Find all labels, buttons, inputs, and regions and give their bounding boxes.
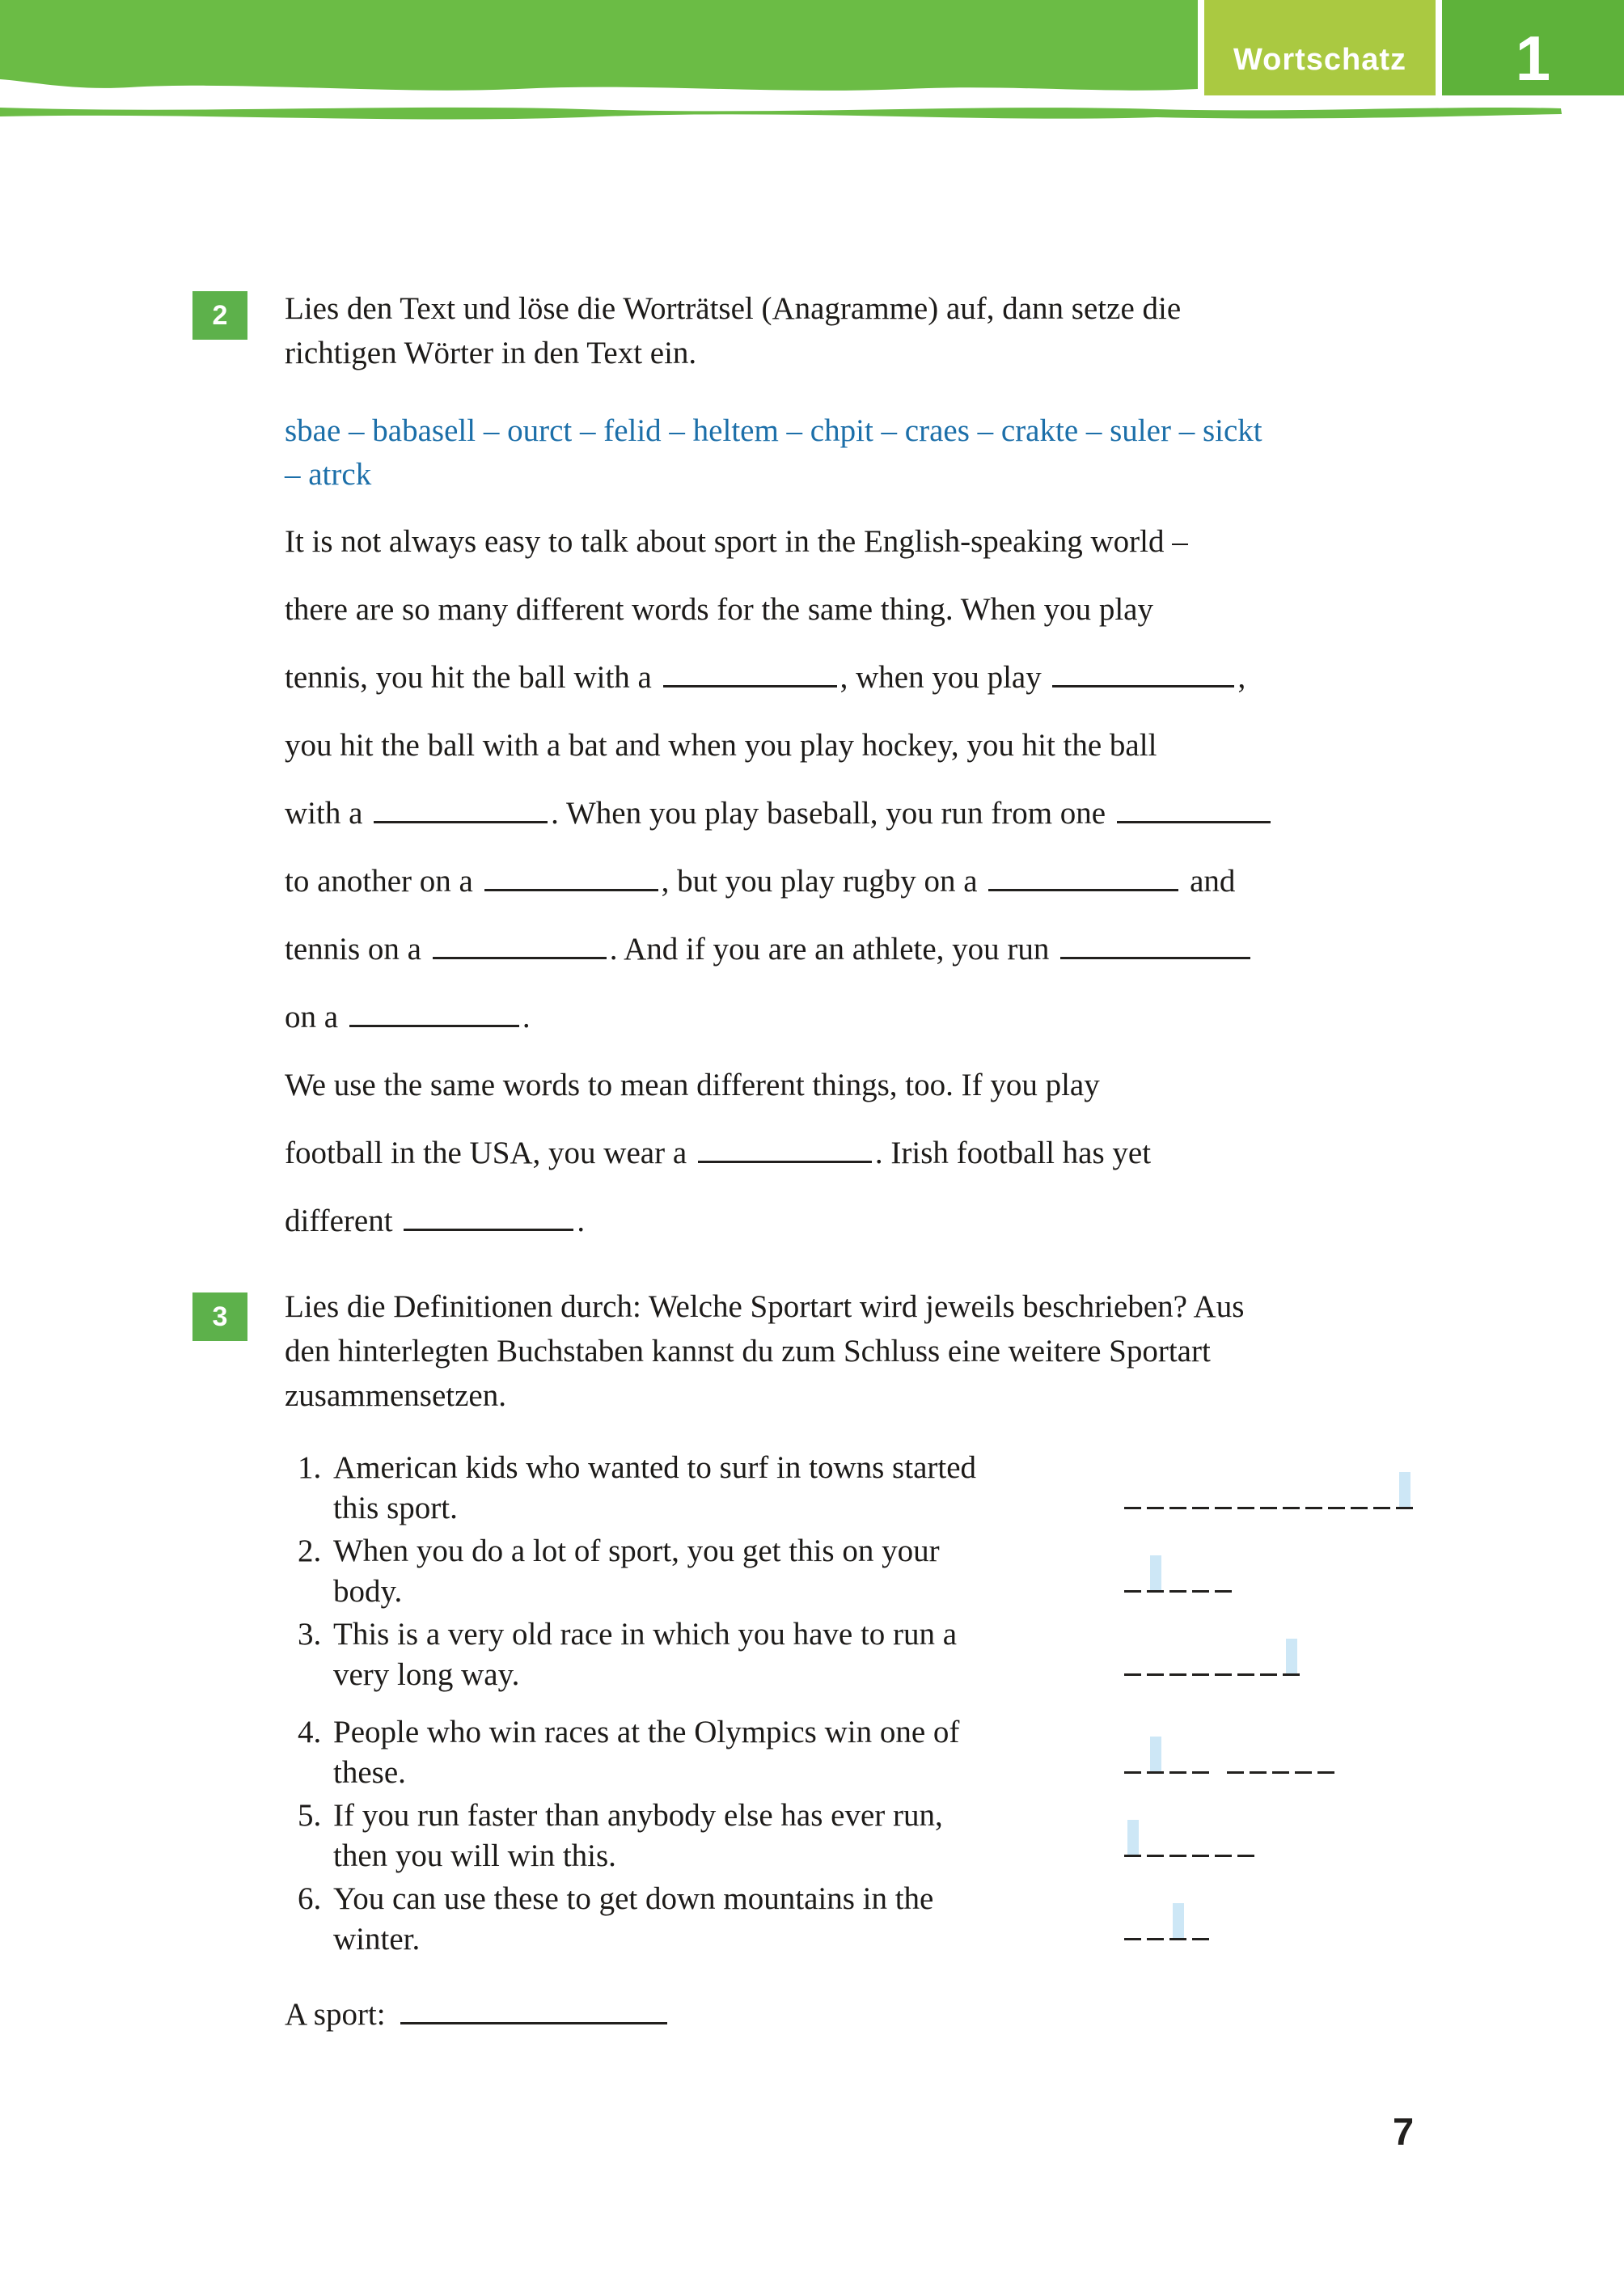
text-segment: to another on a (285, 864, 481, 899)
exercise3-number: 3 (212, 1301, 228, 1332)
fill-in-blank (1060, 952, 1250, 959)
fill-in-blank (698, 1156, 872, 1163)
letter-slot (1328, 1470, 1345, 1509)
letter-slot (1237, 1470, 1254, 1509)
highlighted-letter-slot (1147, 1734, 1164, 1774)
item-number: 6. (298, 1881, 322, 1916)
gap-text-line (285, 916, 1546, 984)
letter-slot (1147, 1636, 1164, 1676)
item-text (333, 1712, 1110, 1793)
letter-slot (1124, 1470, 1141, 1509)
fill-in-blank (663, 680, 837, 687)
letter-slot (1295, 1734, 1312, 1774)
definition-item (298, 1796, 1567, 1876)
page-number: 7 (1393, 2110, 1415, 2153)
text-segment: you hit the ball with a bat and when you play hockey, you hit the ball (285, 728, 1157, 763)
letter-slot (1250, 1734, 1267, 1774)
instruction-line: Lies den Text und löse die Worträtsel (Anagramme) auf, dann setze die (285, 291, 1182, 326)
answer-letter-blank (1124, 1901, 1215, 1940)
chapter-number-box (1442, 0, 1624, 95)
item-text-line: then you will win this. (333, 1838, 616, 1873)
gap-text-line (285, 1119, 1546, 1187)
item-text-line: If you run faster than anybody else has ever run, (333, 1798, 943, 1833)
exercise3-number-box (192, 1292, 247, 1341)
answer-letter-blank (1124, 1470, 1419, 1509)
anagram-word-list (285, 409, 1465, 497)
instruction-line: den hinterlegten Buchstaben kannst du zum Schluss eine weitere Sportart (285, 1334, 1211, 1369)
text-segment: . (522, 1000, 531, 1034)
exercise2-instruction (285, 286, 1433, 375)
letter-slot (1169, 1470, 1186, 1509)
exercise2-number: 2 (212, 299, 228, 331)
anagram-line: sbae – babasell – ourct – felid – heltem – chpit – craes – crakte – suler – sickt (285, 413, 1262, 448)
definition-item (298, 1531, 1567, 1612)
item-text-line: This is a very old race in which you have to run a (333, 1617, 958, 1652)
definition-item (298, 1614, 1567, 1695)
gap-text-line (285, 508, 1546, 576)
item-text-line: American kids who wanted to surf in towns started (333, 1450, 977, 1485)
item-number: 4. (298, 1715, 322, 1749)
letter-slot (1192, 1553, 1209, 1593)
letter-slot (1215, 1636, 1232, 1676)
text-segment: with a (285, 796, 371, 831)
text-segment: tennis, you hit the ball with a (285, 660, 660, 695)
item-text-line: People who win races at the Olympics win one of (333, 1715, 960, 1749)
text-segment: on a (285, 1000, 346, 1034)
answer-letter-blank (1124, 1817, 1260, 1857)
fill-in-blank (484, 884, 658, 891)
item-text-line: winter. (333, 1922, 421, 1957)
letter-slot (1260, 1636, 1277, 1676)
result-label: A sport: (285, 1997, 386, 2032)
text-segment: , (1237, 660, 1246, 695)
item-text (333, 1796, 1110, 1876)
text-segment: different (285, 1204, 401, 1238)
gap-text-line (285, 848, 1546, 916)
letter-slot (1169, 1636, 1186, 1676)
letter-slot (1192, 1734, 1209, 1774)
exercise3-instruction (285, 1284, 1465, 1418)
header-band (0, 0, 1198, 91)
gap-fill-text (285, 508, 1546, 1255)
letter-slot (1192, 1636, 1209, 1676)
letter-slot (1305, 1470, 1322, 1509)
item-number: 1. (298, 1450, 322, 1485)
letter-slot (1215, 1553, 1232, 1593)
text-segment: It is not always easy to talk about sport in the English-speaking world – (285, 524, 1188, 559)
item-text-line: this sport. (333, 1491, 458, 1525)
letter-slot (1227, 1734, 1244, 1774)
result-answer-blank (400, 2017, 667, 2024)
letter-slot (1124, 1553, 1141, 1593)
header-strip (0, 108, 1562, 120)
highlighted-letter-slot (1283, 1636, 1300, 1676)
header-tab-label: Wortschatz (1233, 42, 1407, 77)
letter-slot (1272, 1734, 1289, 1774)
item-text (333, 1448, 1110, 1529)
letter-slot (1317, 1734, 1334, 1774)
letter-slot (1124, 1901, 1141, 1940)
text-segment: We use the same words to mean different things, too. If you play (285, 1068, 1100, 1102)
highlighted-letter-slot (1124, 1817, 1141, 1857)
instruction-line: richtigen Wörter in den Text ein. (285, 336, 697, 370)
header-tab (1204, 0, 1436, 95)
item-text (333, 1531, 1110, 1612)
text-segment: . When you play baseball, you run from one (551, 796, 1114, 831)
gap-text-line (285, 712, 1546, 780)
letter-slot (1169, 1817, 1186, 1857)
definition-item (298, 1879, 1567, 1960)
letter-slot (1351, 1470, 1368, 1509)
text-segment: , when you play (839, 660, 1050, 695)
definition-item (298, 1448, 1567, 1529)
item-text-line: body. (333, 1574, 403, 1609)
gap-text-line (285, 780, 1546, 848)
highlighted-letter-slot (1169, 1901, 1186, 1940)
text-segment: . (577, 1204, 586, 1238)
answer-letter-blank (1124, 1553, 1237, 1593)
fill-in-blank (1117, 816, 1271, 823)
letter-slot (1237, 1636, 1254, 1676)
definition-list (298, 1448, 1567, 1962)
highlighted-letter-slot (1396, 1470, 1413, 1509)
text-segment: tennis on a (285, 932, 429, 967)
letter-slot (1147, 1901, 1164, 1940)
text-segment: football in the USA, you wear a (285, 1136, 695, 1170)
gap-text-line (285, 1051, 1546, 1119)
item-number: 2. (298, 1534, 322, 1568)
item-text-line: these. (333, 1755, 406, 1790)
fill-in-blank (988, 884, 1178, 891)
letter-slot (1169, 1734, 1186, 1774)
gap-text-line (285, 576, 1546, 644)
letter-slot (1192, 1901, 1209, 1940)
letter-slot (1192, 1470, 1209, 1509)
item-text-line: When you do a lot of sport, you get this on your (333, 1534, 940, 1568)
fill-in-blank (374, 816, 548, 823)
text-segment: and (1182, 864, 1236, 899)
letter-slot (1147, 1470, 1164, 1509)
gap-text-line (285, 1187, 1546, 1255)
letter-slot (1169, 1553, 1186, 1593)
letter-slot (1215, 1470, 1232, 1509)
text-segment: . And if you are an athlete, you run (609, 932, 1058, 967)
fill-in-blank (349, 1020, 519, 1027)
letter-slot (1260, 1470, 1277, 1509)
instruction-line: zusammensetzen. (285, 1378, 506, 1413)
exercise2-number-box (192, 291, 247, 340)
answer-letter-blank (1124, 1734, 1340, 1774)
letter-slot (1373, 1470, 1390, 1509)
item-number: 3. (298, 1617, 322, 1652)
answer-letter-blank (1124, 1636, 1305, 1676)
item-text-line: You can use these to get down mountains in the (333, 1881, 934, 1916)
item-text (333, 1879, 1110, 1960)
text-segment: . Irish football has yet (874, 1136, 1152, 1170)
letter-slot (1215, 1817, 1232, 1857)
letter-slot (1283, 1470, 1300, 1509)
instruction-line: Lies die Definitionen durch: Welche Sportart wird jeweils beschrieben? Aus (285, 1289, 1245, 1324)
gap-text-line (285, 644, 1546, 712)
anagram-line: – atrck (285, 457, 372, 492)
fill-in-blank (1052, 680, 1234, 687)
letter-slot (1192, 1817, 1209, 1857)
item-number: 5. (298, 1798, 322, 1833)
definition-item (298, 1712, 1567, 1793)
item-text-line: very long way. (333, 1657, 520, 1692)
word-gap (1215, 1766, 1227, 1774)
chapter-number: 1 (1515, 22, 1551, 94)
letter-slot (1124, 1734, 1141, 1774)
fill-in-blank (404, 1224, 573, 1231)
result-line (285, 1996, 667, 2033)
letter-slot (1147, 1817, 1164, 1857)
text-segment: , but you play rugby on a (661, 864, 986, 899)
text-segment: there are so many different words for the same thing. When you play (285, 592, 1153, 627)
item-text (333, 1614, 1110, 1695)
letter-slot (1237, 1817, 1254, 1857)
letter-slot (1124, 1636, 1141, 1676)
fill-in-blank (433, 952, 607, 959)
gap-text-line (285, 984, 1546, 1051)
highlighted-letter-slot (1147, 1553, 1164, 1593)
